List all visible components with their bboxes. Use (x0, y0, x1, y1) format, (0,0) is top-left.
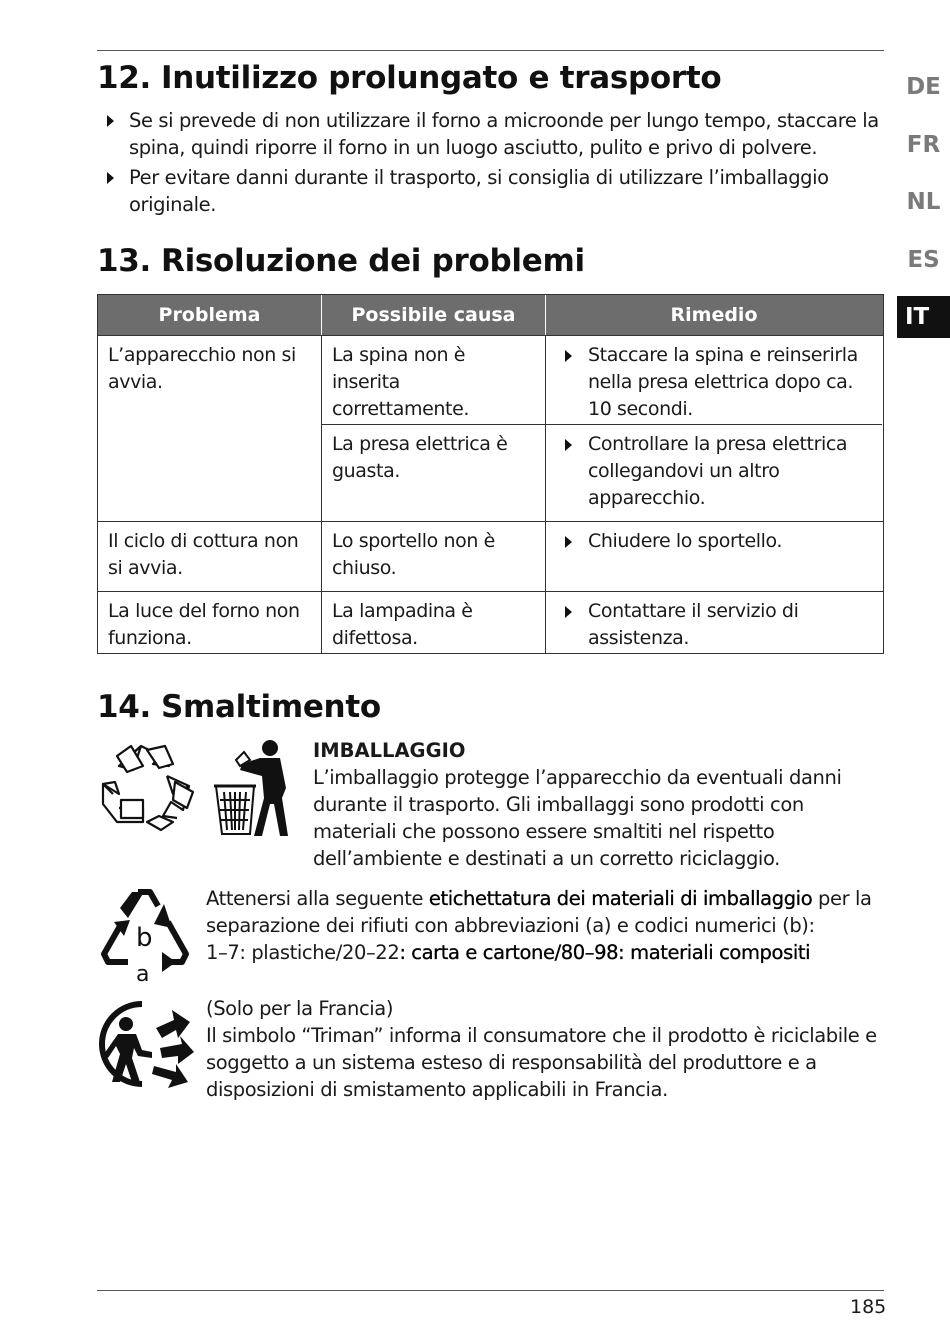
table-row (98, 521, 883, 591)
cause-cell: La lampadina è difettosa. (322, 592, 546, 653)
packaging-text: L’imballaggio protegge l’apparecchio da eventuali danni durante il trasporto. Gli imballaggi sono prodotti con materiali che possono essere smaltiti nel rispetto dell’ambiente e destinati a un corretto riciclaggio. (313, 766, 842, 870)
remedy-cell: Controllare la presa elettrica collegandovi un altro apparecchio. (546, 425, 882, 521)
column-header: Problema (98, 295, 322, 335)
table-row (98, 335, 883, 521)
cause-cell: La presa elettrica è guasta. (322, 425, 546, 521)
section-12-heading (97, 60, 721, 96)
section-number: 12. (97, 60, 152, 96)
remedy-cell: Chiudere lo sportello. (546, 522, 882, 591)
language-tab-it[interactable]: IT (897, 296, 950, 338)
triman-icon (96, 998, 196, 1094)
labeling-paragraph: Attenersi alla seguente etichettatura dei materiali di imballaggio per la separazione dei rifiuti con abbreviazioni (a) e codici numerici (b): 1–7: plastiche/20–22: carta e cartone/80–98: materiali compositi (206, 887, 872, 964)
arrow-bullet-icon (107, 172, 114, 184)
problem-cell: L’apparecchio non si avvia. (98, 336, 322, 521)
problem-cell: Il ciclo di cottura non si avvia. (98, 522, 322, 591)
arrow-bullet-icon (107, 115, 114, 127)
section-title: Inutilizzo prolungato e trasporto (161, 60, 722, 96)
remedy-cell: Staccare la spina e reinserirla nella presa elettrica dopo ca. 10 secondi. (546, 336, 882, 424)
packaging-heading: IMBALLAGGIO (313, 739, 466, 762)
page-number: 185 (850, 1296, 887, 1318)
arrow-bullet-icon (565, 439, 572, 451)
section-12-bullets (104, 107, 884, 221)
column-header: Rimedio (670, 304, 758, 326)
arrow-bullet-icon (565, 606, 572, 618)
section-title: Risoluzione dei problemi (161, 243, 585, 279)
language-tab-fr[interactable]: FR (906, 132, 941, 158)
section-number: 13. (97, 243, 152, 279)
troubleshooting-table (97, 294, 884, 654)
language-tab-es[interactable]: ES (907, 247, 940, 273)
triman-text: Il simbolo “Triman” informa il consumatore che il prodotto è riciclabile e soggetto a un sistema esteso di responsabilità del produttore e a disposizioni di smistamento applicabili in Francia. (206, 1024, 877, 1101)
arrow-bullet-icon (565, 350, 572, 362)
trash-bin-icon (214, 740, 294, 842)
language-tab-nl[interactable]: NL (906, 189, 941, 215)
triman-note: (Solo per la Francia) (206, 997, 394, 1020)
section-title: Smaltimento (161, 689, 381, 725)
packaging-paragraph (313, 737, 888, 872)
section-14-heading (97, 689, 381, 725)
column-header: Possibile causa (322, 295, 546, 335)
triman-paragraph (206, 995, 888, 1103)
table-header (98, 295, 883, 335)
arrow-bullet-icon (565, 536, 572, 548)
recycle-icon (97, 742, 197, 838)
problem-cell: La luce del forno non funziona. (98, 592, 322, 653)
table-row (98, 591, 883, 653)
bullet-item: Se si prevede di non utilizzare il forno a microonde per lungo tempo, staccare la spina, quindi riporre il forno in un luogo asciutto, pulito e privo di polvere. (104, 107, 884, 161)
code-letter-b: b (136, 923, 153, 953)
bottom-rule (97, 1290, 884, 1291)
recycling-code-icon (98, 886, 192, 990)
cause-cell: Lo sportello non è chiuso. (322, 522, 546, 591)
section-13-heading (97, 243, 585, 279)
top-rule (97, 50, 884, 51)
section-number: 14. (97, 689, 152, 725)
language-tab-de[interactable]: DE (906, 74, 941, 100)
remedy-cell: Contattare il servizio di assistenza. (546, 592, 882, 653)
cause-cell: La spina non è inserita correttamente. (322, 336, 546, 424)
code-letter-a: a (136, 962, 150, 986)
bullet-item: Per evitare danni durante il trasporto, si consiglia di utilizzare l’imballaggio originale. (104, 164, 884, 218)
